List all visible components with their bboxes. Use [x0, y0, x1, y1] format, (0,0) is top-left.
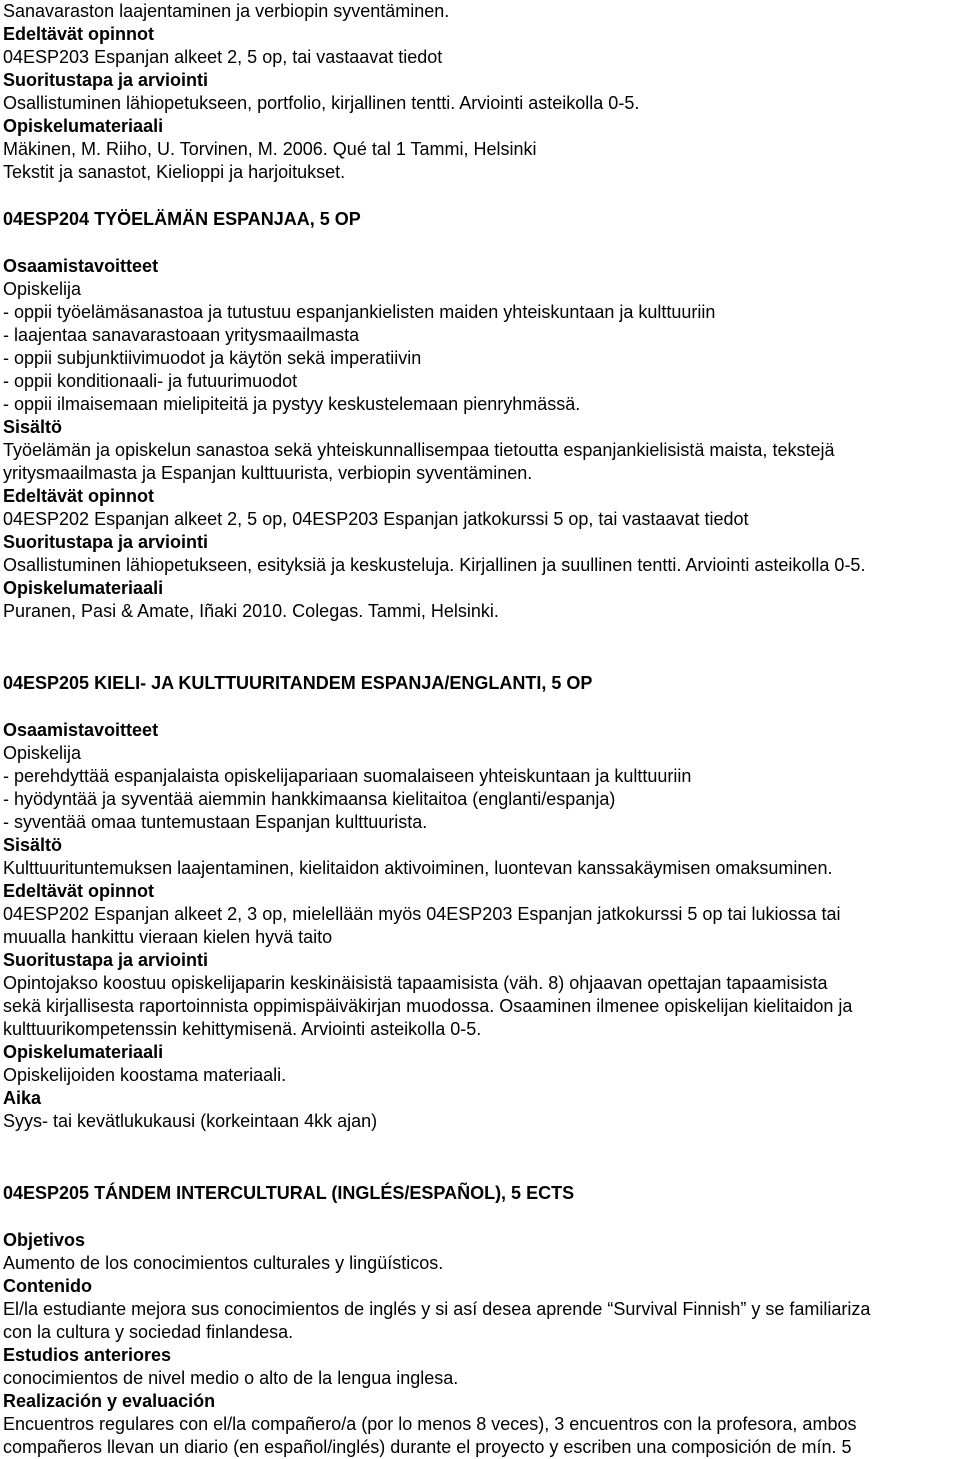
material-text: Opiskelijoiden koostama materiaali.: [3, 1065, 287, 1085]
assessment-text: Osallistuminen lähiopetukseen, esityksiä ja keskusteluja. Kirjallinen ja suullinen tentti. Arviointi asteikolla 0-5.: [3, 555, 866, 575]
assessment-heading: Suoritustapa ja arviointi: [3, 70, 209, 90]
objectives-text: Aumento de los conocimientos culturales y lingüísticos.: [3, 1253, 444, 1273]
material-heading: Opiskelumateriaali: [3, 1042, 164, 1062]
assessment-text: Opintojakso koostuu opiskelijaparin keskinäisistä tapaamisista (väh. 8) ohjaavan opettajan tapaamisista: [3, 973, 828, 993]
prior-studies-heading: Estudios anteriores: [3, 1345, 172, 1365]
material-text: Mäkinen, M. Riiho, U. Torvinen, M. 2006. Qué tal 1 Tammi, Helsinki: [3, 139, 537, 159]
course-04esp204: [3, 208, 953, 623]
document-page: [3, 0, 953, 1459]
prerequisites-heading: Edeltävät opinnot: [3, 486, 155, 506]
goal-item: - oppii subjunktiivimuodot ja käytön sekä imperatiivin: [3, 348, 422, 368]
course-04esp205-es: [3, 1182, 953, 1459]
goal-item: - oppii ilmaisemaan mielipiteitä ja pystyy keskustelemaan pienryhmässä.: [3, 394, 581, 414]
prior-studies-text: conocimientos de nivel medio o alto de la lengua inglesa.: [3, 1368, 459, 1388]
previous-course-section: [3, 0, 953, 184]
prerequisites-text: 04ESP202 Espanjan alkeet 2, 5 op, 04ESP203 Espanjan jatkokurssi 5 op, tai vastaavat tiedot: [3, 509, 749, 529]
content-text: con la cultura y sociedad finlandesa.: [3, 1322, 294, 1342]
prerequisites-heading: Edeltävät opinnot: [3, 24, 155, 44]
time-text: Syys- tai kevätlukukausi (korkeintaan 4kk ajan): [3, 1111, 378, 1131]
course-title: 04ESP204 TYÖELÄMÄN ESPANJAA, 5 OP: [3, 209, 361, 229]
student-label: Opiskelija: [3, 279, 82, 299]
prerequisites-text: muualla hankittu vieraan kielen hyvä taito: [3, 927, 333, 947]
assessment-heading: Suoritustapa ja arviointi: [3, 950, 209, 970]
evaluation-heading: Realización y evaluación: [3, 1391, 216, 1411]
material-text: Puranen, Pasi & Amate, Iñaki 2010. Colegas. Tammi, Helsinki.: [3, 601, 499, 621]
assessment-heading: Suoritustapa ja arviointi: [3, 532, 209, 552]
assessment-text: kulttuurikompetenssin kehittymisenä. Arviointi asteikolla 0-5.: [3, 1019, 482, 1039]
content-text: Sanavaraston laajentaminen ja verbiopin syventäminen.: [3, 1, 450, 21]
prerequisites-text: 04ESP203 Espanjan alkeet 2, 5 op, tai vastaavat tiedot: [3, 47, 443, 67]
assessment-text: sekä kirjallisesta raportoinnista oppimispäiväkirjan muodossa. Osaaminen ilmenee opiskelijan kielitaidon ja: [3, 996, 853, 1016]
goal-item: - oppii konditionaali- ja futuurimuodot: [3, 371, 298, 391]
evaluation-text: Encuentros regulares con el/la compañero/a (por lo menos 8 veces), 3 encuentros con la profesora, ambos: [3, 1414, 857, 1434]
content-heading: Contenido: [3, 1276, 92, 1296]
content-text: Kulttuurituntemuksen laajentaminen, kielitaidon aktivoiminen, luontevan kanssakäymisen omaksuminen.: [3, 858, 833, 878]
content-text: El/la estudiante mejora sus conocimientos de inglés y si así desea aprende “Survival Finnish” y se familiariza: [3, 1299, 871, 1319]
goal-item: - perehdyttää espanjalaista opiskelijapariaan suomalaiseen yhteiskuntaan ja kulttuuriin: [3, 766, 692, 786]
goal-item: - oppii työelämäsanastoa ja tutustuu espanjankielisten maiden yhteiskuntaan ja kulttuuriin: [3, 302, 716, 322]
prerequisites-text: 04ESP202 Espanjan alkeet 2, 3 op, mielellään myös 04ESP203 Espanjan jatkokurssi 5 op tai lukiossa tai: [3, 904, 841, 924]
content-heading: Sisältö: [3, 417, 63, 437]
course-title: 04ESP205 TÁNDEM INTERCULTURAL (INGLÉS/ESPAÑOL), 5 ECTS: [3, 1183, 575, 1203]
goals-heading: Osaamistavoitteet: [3, 720, 159, 740]
material-heading: Opiskelumateriaali: [3, 578, 164, 598]
evaluation-text: compañeros llevan un diario (en español/inglés) durante el proyecto y escriben una composición de mín. 5: [3, 1437, 852, 1457]
prerequisites-heading: Edeltävät opinnot: [3, 881, 155, 901]
content-text: yritysmaailmasta ja Espanjan kulttuurista, verbiopin syventäminen.: [3, 463, 533, 483]
material-text: Tekstit ja sanastot, Kielioppi ja harjoitukset.: [3, 162, 346, 182]
time-heading: Aika: [3, 1088, 42, 1108]
course-title: 04ESP205 KIELI- JA KULTTUURITANDEM ESPANJA/ENGLANTI, 5 OP: [3, 673, 593, 693]
material-heading: Opiskelumateriaali: [3, 116, 164, 136]
goal-item: - laajentaa sanavarastoaan yritysmaailmasta: [3, 325, 360, 345]
content-text: Työelämän ja opiskelun sanastoa sekä yhteiskunnallisempaa tietoutta espanjankielisistä maista, tekstejä: [3, 440, 835, 460]
content-heading: Sisältö: [3, 835, 63, 855]
objectives-heading: Objetivos: [3, 1230, 86, 1250]
assessment-text: Osallistuminen lähiopetukseen, portfolio, kirjallinen tentti. Arviointi asteikolla 0-5.: [3, 93, 640, 113]
course-04esp205-fi: [3, 672, 953, 1133]
student-label: Opiskelija: [3, 743, 82, 763]
goal-item: - hyödyntää ja syventää aiemmin hankkimaansa kielitaitoa (englanti/espanja): [3, 789, 616, 809]
goals-heading: Osaamistavoitteet: [3, 256, 159, 276]
goal-item: - syventää omaa tuntemustaan Espanjan kulttuurista.: [3, 812, 428, 832]
